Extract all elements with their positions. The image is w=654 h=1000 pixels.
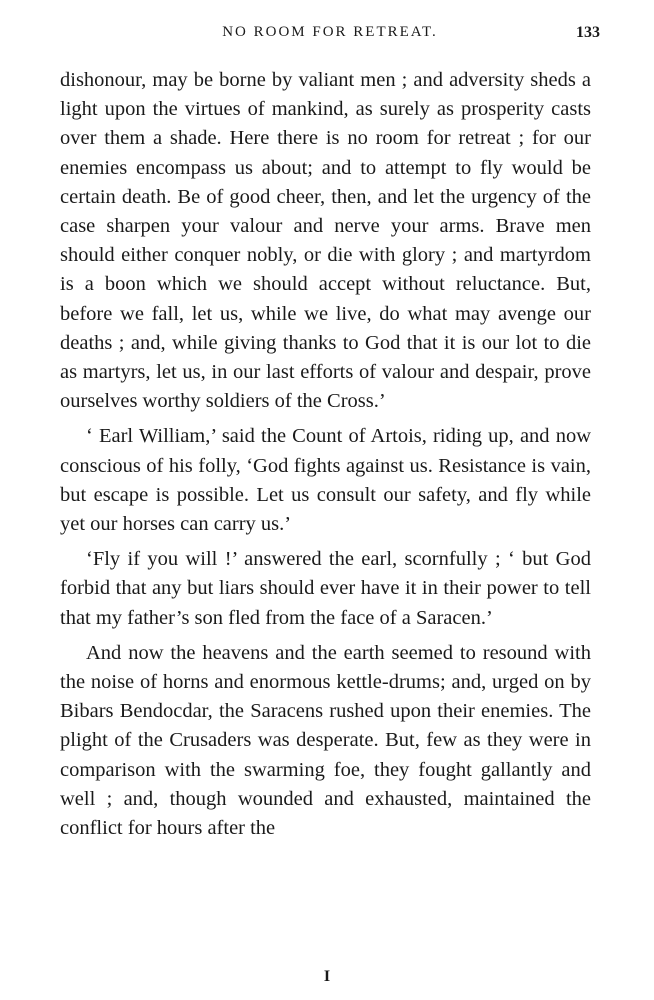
running-head	[60, 24, 600, 48]
signature-mark: I	[323, 968, 331, 985]
running-title: NO ROOM FOR RETREAT.	[222, 24, 438, 40]
paragraph-2: ‘ Earl William,’ said the Count of Artois, riding up, and now conscious of his folly, ‘God fights against us. Resistance is vain, but escape is possible. Let us consult our safety, and fly while yet our horses can carry us.’	[60, 425, 591, 536]
paragraph-3: ‘Fly if you will !’ answered the earl, scornfully ; ‘ but God forbid that any but liars should ever have it in their power to tell that my father’s son fled from the face of a Saracen.’	[60, 548, 591, 629]
page-number: 133	[576, 24, 600, 41]
body-text	[60, 66, 591, 849]
paragraph-1: dishonour, may be borne by valiant men ; and adversity sheds a light upon the virtues of mankind, as surely as prosperity casts over them a shade. Here there is no room for retreat ; for our enemies encompass us about; and to attempt to fly would be certain death. Be of good cheer, then, and let the urgency of the case sharpen your valour and nerve your arms. Brave men should either conquer nobly, or die with glory ; and martyrdom is a boon which we should accept without reluctance. But, before we fall, let us, while we live, do what may avenge our deaths ; and, while giving thanks to God that it is our lot to die as martyrs, let us, in our last efforts of valour and despair, prove ourselves worthy soldiers of the Cross.’	[60, 69, 591, 413]
paragraph-4: And now the heavens and the earth seemed to resound with the noise of horns and enormous kettle-drums; and, urged on by Bibars Bendocdar, the Saracens rushed upon their enemies. The plight of the Crusaders was desperate. But, few as they were in comparison with the swarming foe, they fought gallantly and well ; and, though wounded and exhausted, maintained the conflict for hours after the	[60, 641, 591, 840]
